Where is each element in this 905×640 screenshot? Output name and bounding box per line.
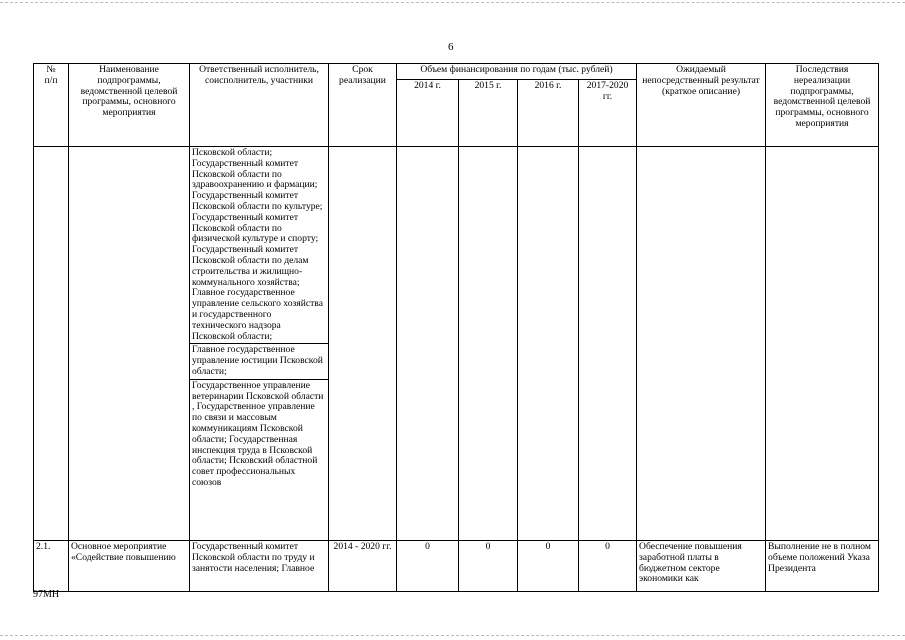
header-term-text: Срок реализации [339, 64, 386, 86]
cell-responsible: Государственный комитет Псковской области по труду и занятости населения; Главное [190, 541, 329, 592]
cell-2016: 0 [518, 541, 579, 592]
responsible-paragraph: Главное государственное управление юстиции Псковской области; [190, 343, 328, 377]
cell-2014 [397, 147, 459, 541]
header-responsible-text: Ответственный исполнитель, соисполнитель, участники [199, 64, 319, 86]
cell-2016 [518, 147, 579, 541]
header-year-2016: 2016 г. [518, 80, 579, 147]
header-num-text: № п/п [44, 64, 58, 86]
cell-expected: Обеспечение повышения заработной платы в бюджетном секторе экономики как [637, 541, 766, 592]
header-name-text: Наименование подпрограммы, ведомственной целевой программы, основного мероприятия [80, 64, 178, 119]
cell-2015 [459, 147, 518, 541]
header-name [69, 64, 190, 147]
header-financing [397, 64, 637, 80]
header-year-2017-2020: 2017-2020 гг. [579, 80, 637, 147]
cell-term: 2014 - 2020 гг. [329, 541, 397, 592]
cell-expected [637, 147, 766, 541]
table-row [34, 541, 879, 592]
header-year-2014: 2014 г. [397, 80, 459, 147]
header-num [34, 64, 69, 147]
header-consequences-text: Последствия нереализации подпрограммы, ведомственной целевой программы, основного мероприятия [773, 64, 871, 129]
cell-consequences: Выполнение не в полном объеме положений Указа Президента [766, 541, 879, 592]
table-row [34, 147, 879, 541]
header-financing-text: Объем финансирования по годам (тыс. рублей) [420, 64, 613, 75]
cell-2017-2020: 0 [579, 541, 637, 592]
header-responsible [190, 64, 329, 147]
scan-edge-bottom [0, 635, 905, 636]
header-expected [637, 64, 766, 147]
header-expected-text: Ожидаемый непосредственный результат (краткое описание) [642, 64, 760, 97]
scan-edge-top [0, 2, 905, 3]
program-table [33, 63, 879, 592]
responsible-paragraph: Государственное управление ветеринарии Псковской области , Государственное управление по связи и массовым коммуникациям Псковской области; Государственная инспекция труда в Псковской области; Псковский областной совет профессиональных союзов [190, 379, 328, 489]
header-consequences [766, 64, 879, 147]
cell-2014: 0 [397, 541, 459, 592]
cell-2015: 0 [459, 541, 518, 592]
cell-num [34, 147, 69, 541]
header-row [34, 64, 879, 80]
cell-num: 2.1. [34, 541, 69, 592]
cell-responsible [190, 147, 329, 541]
page-number: 6 [448, 41, 454, 53]
header-year-2015: 2015 г. [459, 80, 518, 147]
cell-name [69, 147, 190, 541]
responsible-paragraph: Псковской области; Государственный комитет Псковской области по здравоохранению и фармации; Государственный комитет Псковской области по культуре; Государственный комитет Псковской области по физической культуре и спорту; Государственный комитет Псковской области по делам строительства и жилищно-коммунального хозяйства; Главное государственное управление сельского хозяйства и государственного технического надзора Псковской области; [192, 147, 323, 342]
header-term [329, 64, 397, 147]
cell-term [329, 147, 397, 541]
cell-name: Основное мероприятие «Содействие повышению [69, 541, 190, 592]
document-code: 97МН [33, 589, 60, 600]
cell-consequences [766, 147, 879, 541]
cell-2017-2020 [579, 147, 637, 541]
